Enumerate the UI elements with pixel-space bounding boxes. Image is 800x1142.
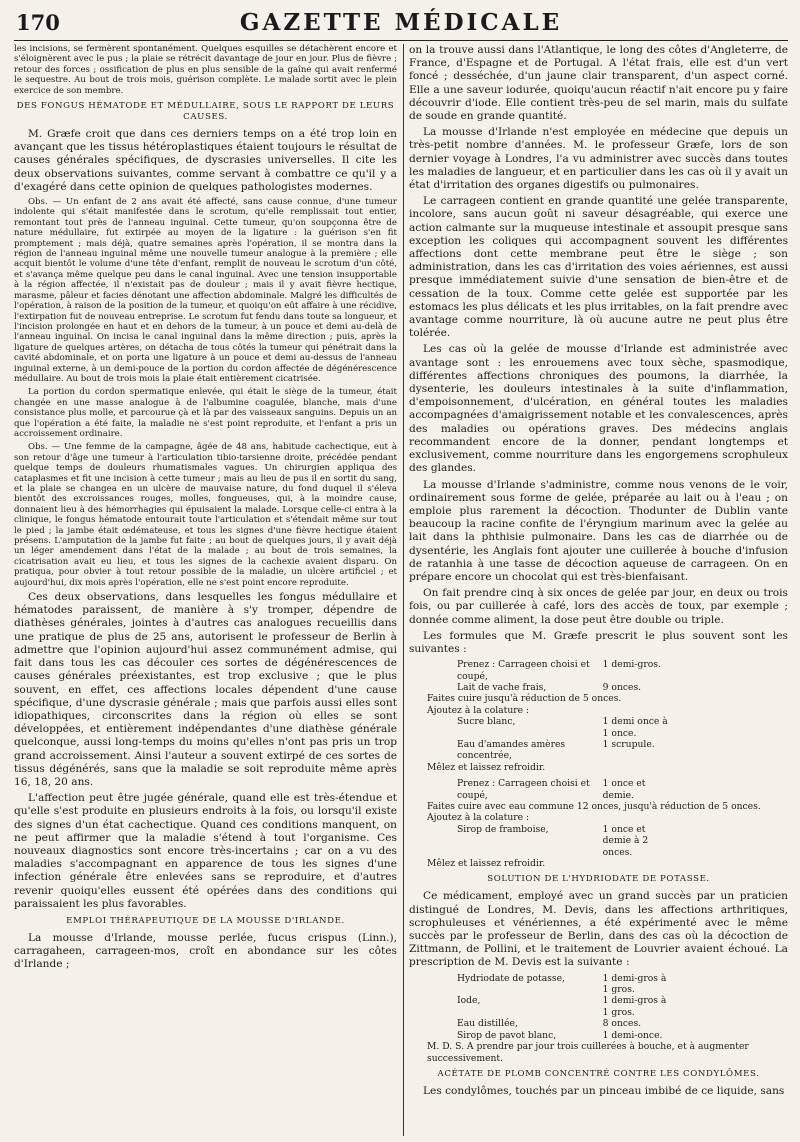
quantity <box>669 824 788 858</box>
observation-1-continued: La portion du cordon spermatique enlevée, qui était le siège de la tumeur, était changée en une masse analogue à de l'albumine coagulée, blanche, mais d'une consistance plus molle, et parcourue çà et là par des vaisseaux sanguins. Depuis un an que l'opération a été faite, la maladie ne s'est point reproduite, et l'enfant a pris un accroissement ordinaire. <box>14 387 397 439</box>
formula-line <box>409 995 788 1018</box>
ingredient: Iode, <box>457 995 481 1007</box>
formula-2b-lines <box>409 824 788 858</box>
paragraph: Les cas où la gelée de mousse d'Irlande est administrée avec avantage sont : les enrouemens avec toux sèche, spasmodique, différentes affections chroniques des poumons, la diarrhée, la dysenterie, les douleurs intestinales à la suite d'inflammation, d'empoisonnement, d'ulcération, en général toutes les maladies accompagnées d'amaigrissement notable et les convalescences, après des maladies ou opérations graves. Des médecins anglais recommandent encore de la donner, pendant longtemps et exclusivement, comme nourriture dans les engorgemens scrophuleux des glandes. <box>409 343 788 475</box>
quantity: 1 demi-gros à 1 gros. <box>602 995 667 1018</box>
paragraph: La mousse d'Irlande s'administre, comme nous venons de le voir, ordinairement sous forme de gelée, préparée au lait ou à l'eau ; on emploie plus rarement la décoction. Thodunter de Dublin vante beaucoup la racine confite de l'éryngium marinum avec la gelée au lait dans la phthisie pulmonaire. Dans les cas de diarrhée ou de dysentérie, les Anglais font ajouter une cuillerée à bouche d'infusion de ratanhia à une tasse de décoction aqueuse de carrageen. On en prépare encore un chocolat qui est très-bienfaisant. <box>409 478 788 583</box>
formula-line <box>409 778 788 801</box>
quantity: 1 scrupule. <box>602 738 655 750</box>
formula-line <box>409 682 788 693</box>
quantity <box>669 973 788 996</box>
quantity <box>669 995 788 1018</box>
column-divider <box>403 44 404 1136</box>
formula-end: Mêlez et laissez refroidir. <box>427 858 546 870</box>
paragraph: L'affection peut être jugée générale, quand elle est très-étendue et qu'elle s'est produite en plusieurs endroits à la fois, ou lorsqu'il existe des signes d'un état cachectique. Quand ces conditions manquent, on ne peut affirmer que la maladie s'étend à tout l'organisme. Ces nouveaux diagnostics sont encore très-incertains ; car on a vu des maladies s'accompagnant en apparence de tous les signes d'une infection générale être enlevées sans se reproduire, et d'autres revenir quoiqu'elles eussent été opérées dans des conditions qui paraissaient les plus favorables. <box>14 792 397 910</box>
formula-1-lines <box>409 659 788 693</box>
formula-line <box>409 1030 788 1041</box>
formula-line <box>409 973 788 996</box>
quantity: 8 onces. <box>602 1018 642 1030</box>
observation-1: Obs. — Un enfant de 2 ans avait été affecté, sans cause connue, d'une tumeur indolente qui s'était manifestée dans le scrotum, qu'elle remplissait tout entier, remontant tout près de l'anneau inguinal. Cette tumeur, qu'on soupçonna être de nature médullaire, fut extirpée au moyen de la ligature : la guérison s'en fit promptement ; mais déjà, quatre semaines après l'opération, il se montra dans la région de l'anneau inguinal même une nouvelle tumeur analogue à la première ; elle acquit bientôt le volume d'une tête d'enfant, remplit de nouveau le scrotum d'un côté, et s'avança même quelque peu dans le canal inguinal. Avec une tension insupportable à la région affectée, il n'existait pas de douleur ; mais il y avait fièvre hectique, marasme, pâleur et facies dénotant une affection abdominale. Malgré les difficultés de l'opération, à raison de la position de la tumeur, et quoiqu'on eût affaire à une récidive, l'extirpation fut de nouveau entreprise. Le scrotum fut fendu dans toute sa longueur, et l'incision prolongée en haut et en dehors de la tumeur, à un pouce et demi au-delà de l'anneau inguinal. On incisa le canal inguinal dans la même direction ; puis, après la ligature de quelques artères, on détacha de tous côtés la tumeur qui pénétrait dans la cavité abdominale, et on porta une ligature à un pouce et demi au-dessus de l'anneau inguinal externe, à un demi-pouce de la portion du cordon affectée de dégénérescence médullaire. Au bout de trois mois la plaie était entièrement cicatrisée. <box>14 197 397 384</box>
quantity <box>669 1018 788 1029</box>
ingredient: Sirop de pavot blanc, <box>457 1029 557 1041</box>
quantity <box>669 659 788 682</box>
ingredient: Sucre blanc, <box>457 716 516 728</box>
quantity: 1 once et demie. <box>602 778 646 801</box>
formula-2-lines <box>409 778 788 801</box>
formula-line <box>409 716 788 739</box>
paragraph: Les formules que M. Græfe prescrit le plus souvent sont les suivantes : <box>409 629 788 655</box>
formula-line <box>409 824 788 858</box>
article-columns <box>14 44 788 1136</box>
quantity <box>669 739 788 762</box>
paragraph: M. Græfe croit que dans ces derniers temps on a été trop loin en avançant que les tissus hétéroplastiques étaient toujours le résultat de causes générales spécifiques, de dyscrasies universelles. Il cite les deux observations suivantes, comme servant à combattre ce qu'il y a d'exagéré dans cette opinion de quelques pathologistes modernes. <box>14 128 397 193</box>
formula-1 <box>409 659 788 773</box>
page-header <box>14 6 788 41</box>
formula-line <box>409 1018 788 1029</box>
paragraph: on la trouve aussi dans l'Atlantique, le long des côtes d'Angleterre, de France, d'Espagne et de Portugal. A l'état frais, elle est d'un vert foncé ; desséchée, d'un jaune clair transparent, d'un aspect corné. Elle a une saveur iodurée, quoiqu'aucun réactif n'ait encore pu y faire découvrir d'iode. Elle contient très-peu de sel marin, mais du sulfate de soude en grande quantité. <box>409 44 788 123</box>
quantity: 1 once et demie à 2 onces. <box>602 823 649 858</box>
ingredient: Lait de vache frais, <box>457 681 547 693</box>
quantity: 9 onces. <box>602 681 642 693</box>
formula-end: Mêlez et laissez refroidir. <box>427 761 546 773</box>
right-column <box>409 44 788 1136</box>
section-title-acetate: ACÉTATE DE PLOMB CONCENTRÉ CONTRE LES CONDYLÔMES. <box>437 1068 760 1079</box>
left-column <box>14 44 397 1136</box>
page-number: 170 <box>16 10 60 35</box>
paragraph: La mousse d'Irlande, mousse perlée, fucus crispus (Linn.), carragaheen, carrageen-mos, croît en abondance sur les côtes d'Irlande ; <box>14 931 397 971</box>
newspaper-page <box>14 6 788 1136</box>
paragraph: Ce médicament, employé avec un grand succès par un praticien distingué de Londres, M. Devis, dans les affections arthritiques, scrophuleuses et vénériennes, a été expérimenté avec le même succès par le professeur de Berlin, dans des cas où la décoction de Zittmann, de Pollini, et le traitement de Louvrier avaient échoué. La prescription de M. Devis est la suivante : <box>409 890 788 969</box>
formula-1b-lines <box>409 716 788 762</box>
formula-3 <box>409 973 788 1064</box>
section-title-mousse: EMPLOI THÉRAPEUTIQUE DE LA MOUSSE D'IRLANDE. <box>66 915 345 926</box>
formula-line <box>409 659 788 682</box>
paragraph: On fait prendre cinq à six onces de gelée par jour, en deux ou trois fois, ou par cuillerée à café, lors des accès de toux, par exemple ; donnée comme aliment, la dose peut être double ou triple. <box>409 587 788 626</box>
formula-add: Ajoutez à la colature : <box>427 704 530 716</box>
formula-note: M. D. S. A prendre par jour trois cuillerées à bouche, et à augmenter successivement. <box>427 1041 749 1064</box>
ingredient: Eau d'amandes amères concentrée, <box>457 738 566 762</box>
quantity: 1 demi-gros à 1 gros. <box>602 972 667 996</box>
observation-2: Obs. — Une femme de la campagne, âgée de 48 ans, habitude cachectique, eut à son retour d'âge une tumeur à l'articulation tibio-tarsienne droite, précédée pendant quelque temps de douleurs rhumatismales vagues. Un chirurgien appliqua des cataplasmes et fit une incision à cette tumeur ; mais au lieu de pus il en sortit du sang, et la plaie se changea en un ulcère de mauvaise nature, du fond duquel il s'éleva bientôt des excroissances rouges, molles, fongueuses, qui, à la moindre cause, donnaient lieu à des hémorrhagies qui épuisaient la malade. Lorsque celle-ci entra à la clinique, le fongus hématode entourait toute l'articulation et s'étendait même sur tout le pied ; la jambe était œdémateuse, et tous les signes d'une fièvre hectique étaient présens. L'amputation de la jambe fut faite ; au bout de quelques jours, il y avait déjà un léger amendement dans l'état de la malade ; au bout de trois semaines, la cicatrisation avait eu lieu, et tous les signes de la cachexie avaient disparu. On pratiqua, pour obvier à tout retour possible de la maladie, un ulcère artificiel ; et aujourd'hui, dix mois après l'opération, elle ne s'est point encore reproduite. <box>14 442 397 588</box>
ingredient: Prenez : Carrageen choisi et coupé, <box>457 778 590 801</box>
quantity: 1 demi-once. <box>602 1029 663 1041</box>
formula-3-lines <box>409 973 788 1041</box>
paragraph: Le carrageen contient en grande quantité une gelée transparente, incolore, sans aucun goût ni saveur désagréable, qui exerce une action calmante sur la muqueuse intestinale et assoupit presque sans exception les coliques qui accompagnent souvent les différentes affections dont cette membrane peut être le siège ; son administration, dans les cas d'irritation des voies aériennes, est aussi presque immédiatement suivie d'une sensation de bien-être et de cessation de la toux. Comme cette gelée est supportée par les estomacs les plus délicats et les plus irritables, on la fait prendre avec avantage comme nourriture, là où aucune autre ne peut plus être tolérée. <box>409 195 788 340</box>
quantity <box>669 778 788 801</box>
formula-note: Faites cuire jusqu'à réduction de 5 onces. <box>427 693 622 705</box>
ingredient: Sirop de framboise, <box>457 823 549 835</box>
section-title-fongus: DES FONGUS HÉMATODE ET MÉDULLAIRE, SOUS LE RAPPORT DE LEURS CAUSES. <box>16 101 395 123</box>
quantity <box>669 1030 788 1041</box>
journal-title: GAZETTE MÉDICALE <box>239 9 563 36</box>
quantity <box>669 716 788 739</box>
paragraph: La mousse d'Irlande n'est employée en médecine que depuis un très-petit nombre d'années. M. le professeur Græfe, lors de son dernier voyage à Londres, l'a vu administrer avec succès dans toutes les maladies de langueur, et en particulier dans les cas où il y avait un état d'irritation des organes digestifs ou pulmonaires. <box>409 126 788 192</box>
formula-add: Ajoutez à la colature : <box>427 812 530 824</box>
ingredient: Hydriodate de potasse, <box>457 972 565 984</box>
quantity: 1 demi once à 1 once. <box>602 716 668 739</box>
paragraph: Ces deux observations, dans lesquelles les fongus médullaire et hématodes paraissent, de manière à s'y tromper, dépendre de diathèses générales, jointes à d'autres cas analogues recueillis dans une pratique de plus de 25 ans, autorisent le professeur de Berlin à admettre que l'opinion aujourd'hui assez communément admise, qui fait dans tous les cas découler ces sortes de dégénérescences de causes générales préexistantes, est trop exclusive ; que le plus souvent, en effet, ces affections locales dépendent d'une cause spécifique, d'une dyscrasie générale ; mais que parfois aussi elles sont idiopathiques, circonscrites dans la région où elles se sont développées, et entièrement indépendantes d'une diathèse générale quelconque, aussi long-temps du moins qu'elles n'ont pas pris un trop grand accroissement. Ainsi l'auteur a souvent extirpé de ces sortes de tissus dégénérés, sans que la maladie se soit reproduite même après 16, 18, 20 ans. <box>14 591 397 788</box>
formula-line <box>409 739 788 762</box>
ingredient: Prenez : Carrageen choisi et coupé, <box>457 659 590 682</box>
formula-note: Faites cuire avec eau commune 12 onces, jusqu'à réduction de 5 onces. <box>427 801 761 813</box>
quantity: 1 demi-gros. <box>602 659 661 671</box>
section-title-hydriodate: SOLUTION DE L'HYDRIODATE DE POTASSE. <box>487 874 710 885</box>
paragraph: Les condylômes, touchés par un pinceau imbibé de ce liquide, sans <box>423 1084 785 1097</box>
quantity <box>669 682 788 693</box>
intro-paragraph: les incisions, se fermèrent spontanément. Quelques esquilles se détachèrent encore et s'éloignèrent avec le pus ; la plaie se rétrécit davantage de jour en jour. Plus de fièvre ; retour des forces ; ossification de plus en plus sensible de la gaîne qui avait renfermé le sequestre. Au bout de trois mois, guérison complète. Le malade sortit avec le plein exercice de son membre. <box>14 44 397 96</box>
ingredient: Eau distillée, <box>457 1018 518 1030</box>
formula-2 <box>409 778 788 869</box>
